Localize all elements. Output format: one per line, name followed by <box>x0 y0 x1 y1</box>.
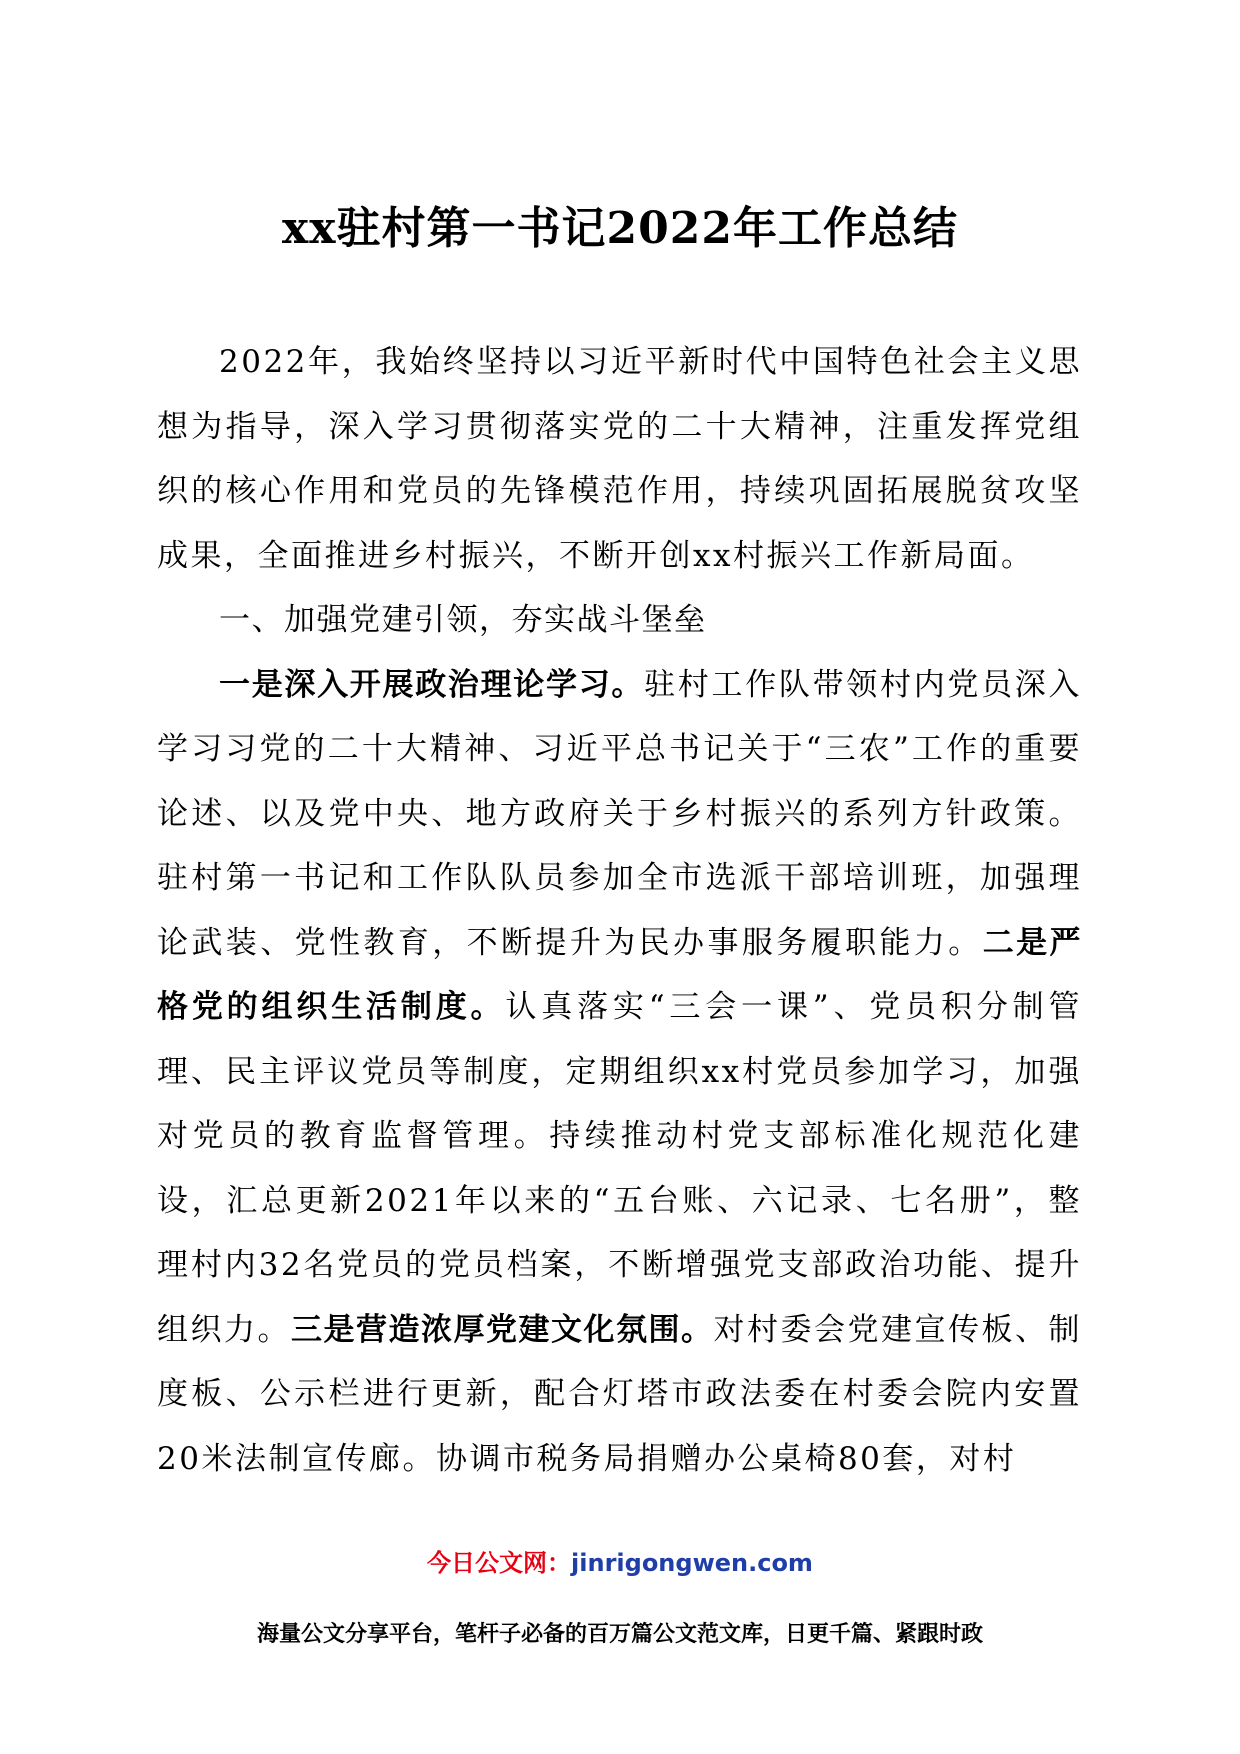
point-2-lead: 二是严格党的组织生活制度。 <box>157 924 1083 1025</box>
point-1-text: 驻村工作队带领村内党员深入学习习党的二十大精神、习近平总书记关于“三农”工作的重要论述、以及党中央、地方政府关于乡村振兴的系列方针政策。驻村第一书记和工作队队员参加全市选派干部培训班，加强理论武装、党性教育，不断提升为民办事服务履职能力。 <box>157 666 1083 961</box>
site-url-link[interactable]: jinrigongwen.com <box>571 1549 813 1577</box>
site-name: 今日公文网： <box>427 1549 572 1577</box>
body-paragraph <box>157 653 1082 1492</box>
point-2-text: 认真落实“三会一课”、党员积分制管理、民主评议党员等制度，定期组织xx村党员参加学习，加强对党员的教育监督管理。持续推动村党支部标准化规范化建设，汇总更新2021年以来的“五台账、六记录、七名册”，整理村内32名党员的党员档案，不断增强党支部政治功能、提升组织力。 <box>157 989 1082 1348</box>
document-body <box>157 330 1082 1491</box>
point-3-lead: 三是营造浓厚党建文化氛围。 <box>291 1311 714 1348</box>
section-heading <box>157 588 1082 653</box>
point-1-lead: 一是深入开展政治理论学习。 <box>219 666 645 703</box>
point-3-text: 对村委会党建宣传板、制度板、公示栏进行更新，配合灯塔市政法委在村委会院内安置20米法制宣传廊。协调市税务局捐赠办公桌椅80套，对村 <box>157 1311 1082 1477</box>
footer-site-line <box>0 1543 1240 1578</box>
intro-paragraph: 2022年，我始终坚持以习近平新时代中国特色社会主义思想为指导，深入学习贯彻落实党的二十大精神，注重发挥党组织的核心作用和党员的先锋模范作用，持续巩固拓展脱贫攻坚成果，全面推进乡村振兴，不断开创xx村振兴工作新局面。 <box>157 344 1082 574</box>
document-title: xx驻村第一书记2022年工作总结 <box>282 203 958 254</box>
footer-slogan: 海量公文分享平台，笔杆子必备的百万篇公文范文库，日更千篇、紧跟时政 <box>256 1622 983 1647</box>
section-heading-text: 一、加强党建引领，夯实战斗堡垒 <box>219 602 707 638</box>
